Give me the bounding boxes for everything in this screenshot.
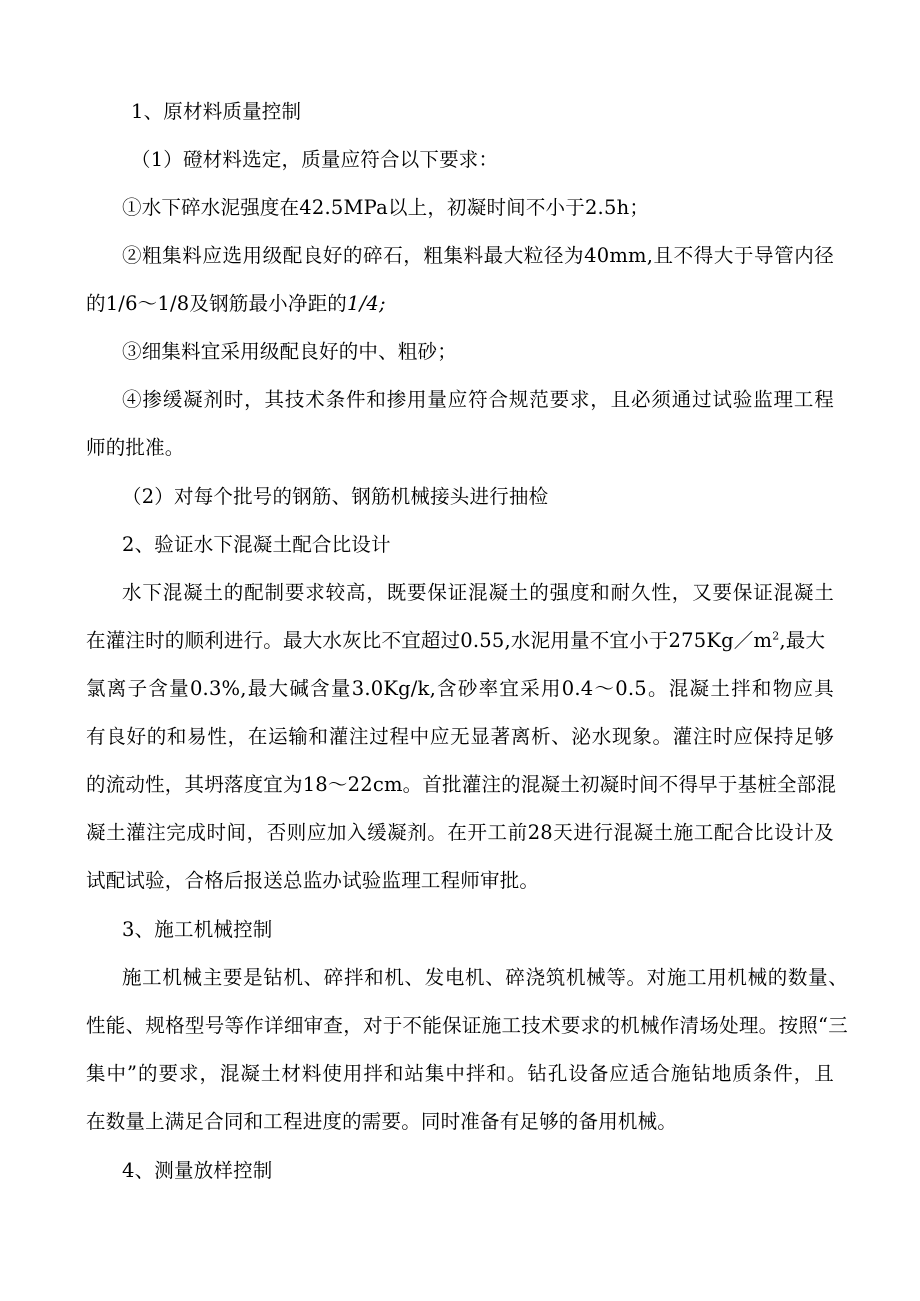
section-heading-raw-material: 1、原材料质量控制 — [131, 100, 302, 123]
superscript: 2 — [772, 629, 780, 643]
section-heading-mix-design: 2、验证水下混凝土配合比设计 — [122, 533, 391, 556]
list-item-coarse-aggregate-cont — [86, 290, 846, 318]
paragraph-mix-line-1: 水下混凝土的配制要求较高，既要保证混凝土的强度和耐久性，又要保证混凝土 — [122, 581, 834, 604]
paragraph-mix-line-6: 凝土灌注完成时间，否则应加入缓凝剂。在开工前28天进行混凝土施工配合比设计及 — [86, 821, 834, 844]
paragraph-mix-line-3: 氯离子含量0.3%,最大碱含量3.0Kg/k,含砂率宜采用0.4～0.5。混凝土拌和物应具 — [86, 677, 834, 700]
section-heading-survey: 4、测量放样控制 — [122, 1159, 273, 1182]
paragraph-mix-line-4: 有良好的和易性，在运输和灌注过程中应无显著离析、泌水现象。灌注时应保持足够 — [86, 725, 834, 748]
paragraph-machinery-line-2: 性能、规格型号等作详细审查，对于不能保证施工技术要求的机械作清场处理。按照“三 — [86, 1014, 848, 1037]
paragraph-machinery-line-3: 集中”的要求，混凝土材料使用拌和站集中拌和。钻孔设备应适合施钻地质条件，且 — [86, 1062, 834, 1085]
text-run-italic: 1/4; — [346, 292, 386, 315]
paragraph-mix-line-5: 的流动性，其坍落度宜为18～22cm。首批灌注的混凝土初凝时间不得早于基桩全部混 — [86, 773, 837, 796]
section-heading-machinery: 3、施工机械控制 — [122, 918, 273, 941]
list-item-retarder-cont: 师的批准。 — [86, 436, 185, 459]
list-item-cement: ①水下碎水泥强度在42.5MPa以上，初凝时间不小于2.5h； — [122, 196, 650, 219]
list-item-fine-aggregate: ③细集料宜采用级配良好的中、粗砂； — [122, 340, 457, 363]
list-item-coarse-aggregate: ②粗集料应选用级配良好的碎石，粗集料最大粒径为40mm,且不得大于导管内径 — [122, 244, 834, 267]
paragraph-mix-line-7: 试配试验，合格后报送总监办试验监理工程师审批。 — [86, 869, 540, 892]
subsection-heading-material-selection: （1）磴材料选定，质量应符合以下要求： — [131, 148, 499, 171]
text-run: 的1/6～1/8及钢筋最小净距的 — [86, 292, 347, 315]
text-run: ,最大 — [779, 629, 826, 652]
text-run: 在灌注时的顺利进行。最大水灰比不宜超过0.55,水泥用量不宜小于275Kg／m — [86, 629, 773, 652]
list-item-retarder: ④掺缓凝剂时，其技术条件和掺用量应符合规范要求，且必须通过试验监理工程 — [122, 388, 834, 411]
subsection-heading-rebar-check: （2）对每个批号的钢筋、钢筋机械接头进行抽检 — [122, 485, 549, 508]
paragraph-mix-line-2 — [86, 627, 834, 655]
paragraph-machinery-line-4: 在数量上满足合同和工程进度的需要。同时准备有足够的备用机械。 — [86, 1110, 678, 1133]
paragraph-machinery-line-1: 施工机械主要是钻机、碎拌和机、发电机、碎浇筑机械等。对施工用机械的数量、 — [122, 966, 848, 989]
